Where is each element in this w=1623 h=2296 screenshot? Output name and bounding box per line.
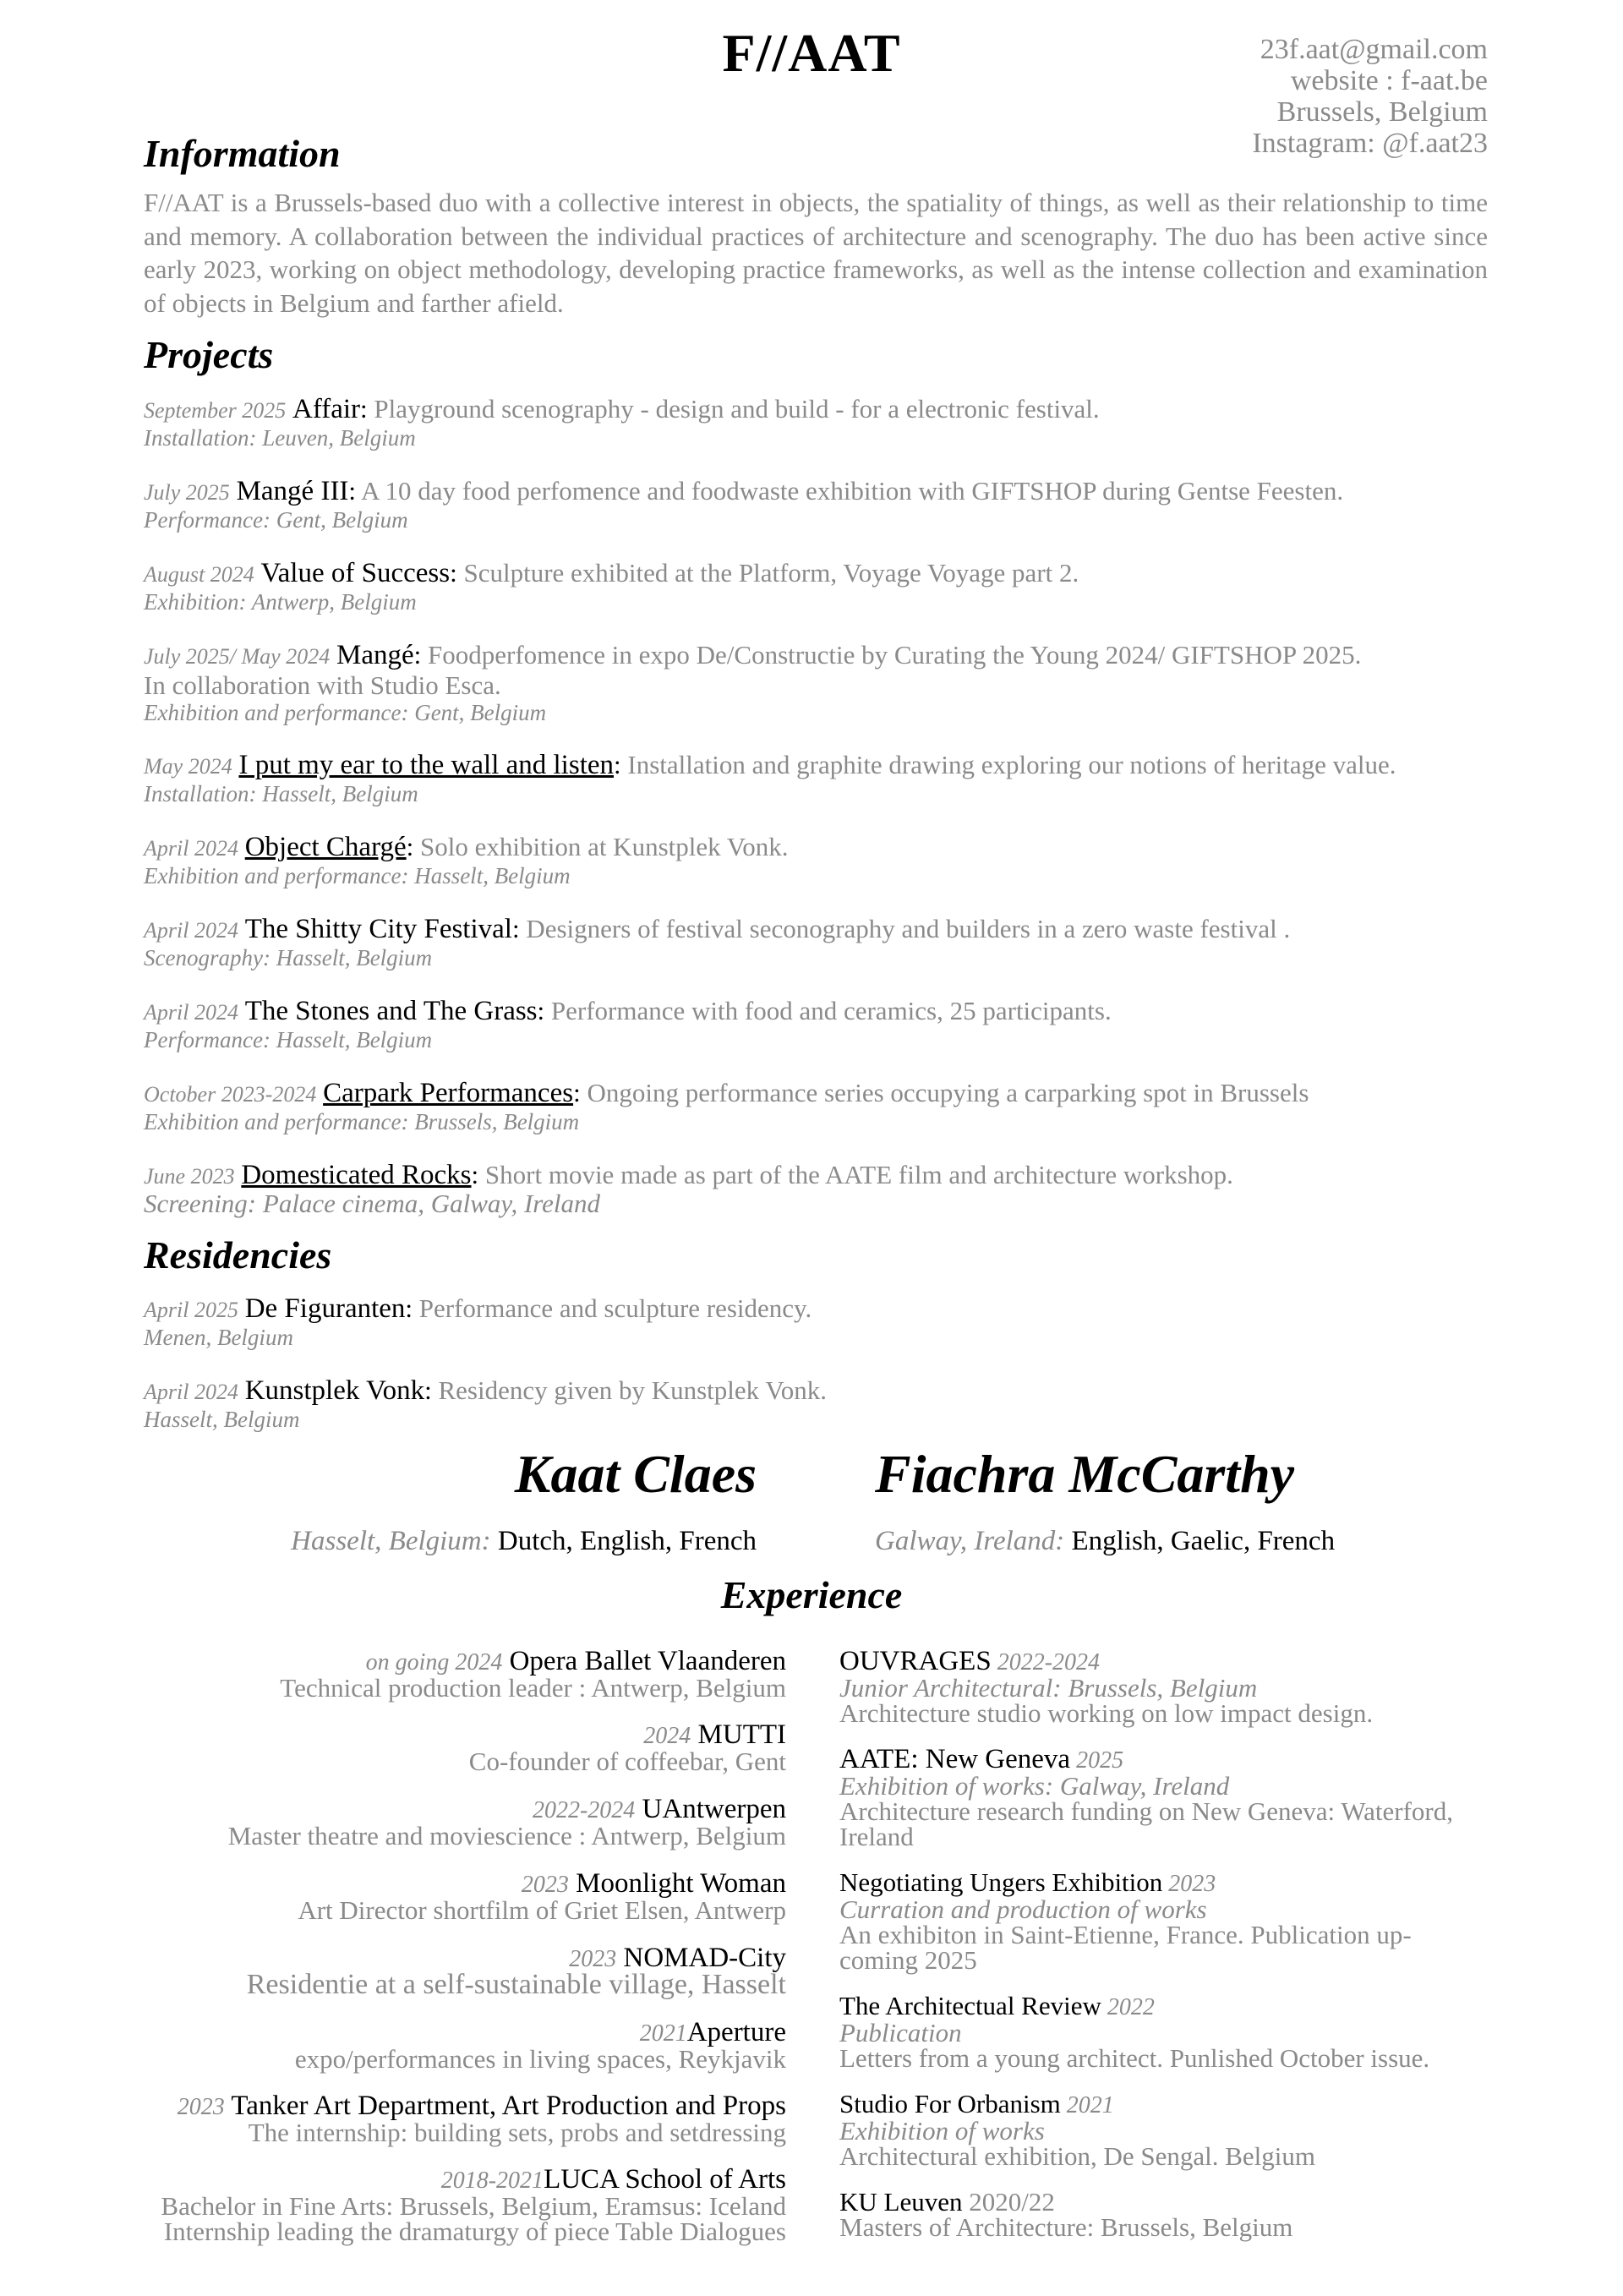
exp-title: MUTTI [691,1719,786,1750]
exp-sub: Junior Architectural: Brussels, Belgium [839,1673,1258,1703]
entry-date: April 2024 [144,1000,238,1025]
exp-title: Opera Ballet Vlaanderen [502,1646,786,1676]
entry-desc: A 10 day food perfomence and foodwaste exhibition with GIFTSHOP during Gentse Feesten. [356,476,1344,506]
exp-title: Moonlight Woman [568,1868,786,1899]
exp-date: 2022-2024 [532,1797,636,1823]
entry-date: July 2025/ May 2024 [144,644,331,669]
exp-desc: Co-founder of coffeebar, Gent [468,1747,786,1776]
experience-heading: Experience [720,1573,903,1616]
entry-date: August 2024 [144,562,254,587]
entry-title: Value of Success [260,558,451,588]
experience-right-item [839,1744,1516,1851]
project-entry [144,833,1496,888]
person-languages-kaat [291,1526,757,1557]
experience-left-item [25,1868,786,1925]
entry-sub: Menen, Belgium [144,1325,293,1350]
entry-sep: : [406,832,414,861]
entry-date: October 2023-2024 [144,1082,317,1107]
exp-desc: Ireland [839,1822,914,1851]
exp-desc: Architecture research funding on New Geneva: Waterford, [839,1796,1453,1826]
exp-date: 2023 [569,1946,617,1972]
entry-sub: Performance: Gent, Belgium [144,507,408,533]
contact-email[interactable]: 23f.aat@gmail.com [1260,34,1488,65]
exp-date: 2025 [1070,1747,1124,1774]
project-entry [144,751,1496,806]
person-name-fiachra: Fiachra McCarthy [875,1444,1295,1504]
entry-sub: Screening: Palace cinema, Galway, Ireland [144,1189,601,1218]
exp-title: Aperture [686,2017,786,2047]
experience-left-item [25,1796,786,1849]
exp-desc: An exhibiton in Saint-Etienne, France. Publication up- [839,1920,1412,1949]
entry-date: July 2025 [144,480,230,505]
exp-date: 2023 [521,1872,569,1898]
project-entry [144,1079,1496,1134]
information-text: F//AAT is a Brussels-based duo with a collective interest in objects, the spatiality of things, as well as their relationship to time and memory. A collaboration between the individual practices of architecture and scenography. The duo has been active since early 2023, working on object methodology, developing practice frameworks, as well as the intense collection and examination of objects in Belgium and farther afield. [144,188,1488,318]
entry-sep: : [348,476,357,506]
entry-sub: Installation: Leuven, Belgium [144,425,416,451]
exp-title: AATE: New Geneva [839,1744,1071,1774]
entry-title-link[interactable]: Object Chargé [244,832,407,862]
exp-title: Tanker Art Department, Art Production and Props [224,2091,786,2121]
exp-desc: Technical production leader : Antwerp, Belgium [280,1673,786,1703]
exp-sub: Curration and production of works [839,1894,1207,1924]
exp-desc: Art Director shortfilm of Griet Elsen, Antwerp [298,1895,786,1925]
experience-right-item [839,2189,1516,2240]
contact-instagram[interactable]: Instagram: @f.aat23 [1252,128,1488,159]
entry-date: June 2023 [144,1164,235,1189]
exp-sub: Exhibition of works [839,2116,1045,2146]
entry-title: Mangé [336,640,414,670]
entry-sub: Exhibition and performance: Hasselt, Belgium [144,863,571,888]
project-entry [144,559,1496,615]
entry-sub: Hasselt, Belgium [144,1407,300,1432]
residencies-heading: Residencies [144,1233,332,1276]
person-place: Hasselt, Belgium: [291,1526,491,1556]
project-entry [144,477,1496,533]
entry-sep: : [511,914,520,943]
exp-sub: Publication [839,2018,962,2047]
entry-sep: : [471,1160,479,1189]
experience-left-item [25,2093,786,2146]
exp-title: Studio For Orbanism [839,2089,1061,2118]
entry-sep: : [360,394,368,424]
residency-entry [144,1294,1496,1350]
brand-title: F//AAT [722,23,901,83]
entry-sep: : [537,996,545,1025]
entry-sep: : [573,1078,581,1107]
entry-date: April 2025 [144,1298,238,1322]
project-entry [144,1161,1496,1216]
exp-sub: Exhibition of works: Galway, Ireland [839,1771,1230,1801]
entry-title-link[interactable]: Carpark Performances [323,1078,574,1108]
entry-desc: Residency given by Kunstplek Vonk. [431,1375,827,1405]
entry-title: Kunstplek Vonk [244,1375,425,1406]
exp-desc: expo/performances in living spaces, Reykjavik [294,2044,786,2074]
exp-title: NOMAD-City [616,1943,786,1973]
information-heading: Information [144,132,341,175]
entry-title: The Stones and The Grass [244,996,538,1026]
exp-desc: Architecture studio working on low impact design. [839,1698,1374,1728]
entry-sub: Exhibition and performance: Brussels, Belgium [144,1109,580,1134]
contact-website[interactable]: website : f-aat.be [1290,65,1488,96]
exp-desc: Residentie at a self-sustainable village, Hasselt [246,1969,786,2000]
exp-date: on going 2024 [365,1649,503,1676]
exp-desc: Letters from a young architect. Punlished October issue. [839,2043,1430,2073]
experience-right-item [839,2091,1516,2169]
entry-desc: Installation and graphite drawing exploring our notions of heritage value. [620,750,1396,779]
project-entry [144,641,1496,725]
exp-desc: Master theatre and moviescience : Antwerp, Belgium [227,1821,786,1850]
person-lang-list: Dutch, English, French [490,1526,757,1556]
exp-date: 2021 [1060,2092,1114,2118]
contact-location: Brussels, Belgium [1276,96,1488,128]
exp-date: 2021 [639,2020,687,2047]
entry-title-link[interactable]: I put my ear to the wall and listen [238,750,615,780]
entry-sep: : [450,558,457,588]
exp-date: 2023 [1162,1871,1216,1897]
entry-date: April 2024 [144,918,238,943]
exp-desc: Masters of Architecture: Brussels, Belgium [839,2212,1293,2242]
entry-desc: Performance and sculpture residency. [413,1293,812,1323]
projects-heading: Projects [144,333,274,376]
person-lang-list: English, Gaelic, French [1064,1526,1336,1556]
entry-sub: Exhibition and performance: Gent, Belgium [144,700,547,725]
project-entry [144,997,1496,1052]
experience-left-item [25,2017,786,2074]
exp-date: 2022 [1101,1994,1155,2020]
entry-desc: Sculpture exhibited at the Platform, Voyage Voyage part 2. [456,558,1079,588]
residency-entry [144,1376,1496,1432]
entry-extra: In collaboration with Studio Esca. [144,670,501,700]
exp-desc: The internship: building sets, probs and setdressing [248,2118,786,2147]
entry-desc: Short movie made as part of the AATE film and architecture workshop. [478,1160,1233,1189]
entry-desc: Designers of festival seconography and builders in a zero waste festival . [519,914,1291,943]
entry-desc: Solo exhibition at Kunstplek Vonk. [413,832,789,861]
exp-date: 2023 [177,2094,225,2120]
entry-sub: Installation: Hasselt, Belgium [144,781,418,806]
entry-date: April 2024 [144,1380,238,1404]
exp-title: The Architectual Review [839,1991,1101,2020]
experience-left-item [25,1719,786,1776]
entry-desc: Foodperfomence in expo De/Constructie by Curating the Young 2024/ GIFTSHOP 2025. [421,640,1362,670]
entry-date: April 2024 [144,836,238,861]
entry-date: May 2024 [144,754,232,779]
experience-right-item [839,1648,1516,1726]
entry-sub: Exhibition: Antwerp, Belgium [144,589,417,615]
experience-right-item [839,1867,1516,1975]
exp-date: 2020/22 [962,2187,1055,2217]
entry-date: September 2025 [144,398,287,423]
project-entry [144,915,1496,970]
exp-date: 2018-2021 [440,2168,544,2194]
entry-sub: Performance: Hasselt, Belgium [144,1027,433,1052]
person-place: Galway, Ireland: [875,1526,1065,1556]
entry-desc: Ongoing performance series occupying a carparking spot in Brussels [580,1078,1309,1107]
entry-sep: : [405,1293,413,1323]
entry-sub: Scenography: Hasselt, Belgium [144,945,433,970]
exp-title: LUCA School of Arts [544,2164,786,2195]
entry-title: The Shitty City Festival [244,914,512,944]
exp-date: 2022-2024 [991,1649,1101,1676]
exp-title: OUVRAGES [839,1646,992,1676]
person-name-kaat: Kaat Claes [514,1444,757,1504]
project-entry [144,395,1496,451]
experience-left-item [25,1945,786,1998]
contact-block [1252,34,1488,159]
entry-title-link[interactable]: Domesticated Rocks [241,1160,472,1190]
entry-title: De Figuranten [244,1293,406,1324]
experience-left-item [25,2164,786,2246]
exp-title: UAntwerpen [635,1794,786,1824]
exp-desc: Architectural exhibition, De Sengal. Belgium [839,2141,1316,2171]
entry-sep: : [614,750,621,779]
exp-date: 2024 [643,1723,691,1749]
entry-sep: : [424,1375,432,1405]
person-languages-fiachra [875,1526,1335,1557]
exp-desc: Bachelor in Fine Arts: Brussels, Belgium, Eramsus: Iceland [161,2191,786,2221]
entry-sep: : [413,640,422,670]
entry-title: Mangé III [236,476,349,506]
exp-desc: coming 2025 [839,1945,977,1975]
exp-title: Negotiating Ungers Exhibition [839,1867,1163,1897]
experience-left-item [25,1648,786,1701]
entry-desc: Playground scenography - design and build - for a electronic festival. [367,394,1100,424]
exp-desc: Internship leading the dramaturgy of piece Table Dialogues [163,2217,786,2246]
entry-title: Affair [292,394,361,424]
exp-title: KU Leuven [839,2187,963,2217]
experience-right-item [839,1993,1516,2071]
entry-desc: Performance with food and ceramics, 25 participants. [544,996,1112,1025]
